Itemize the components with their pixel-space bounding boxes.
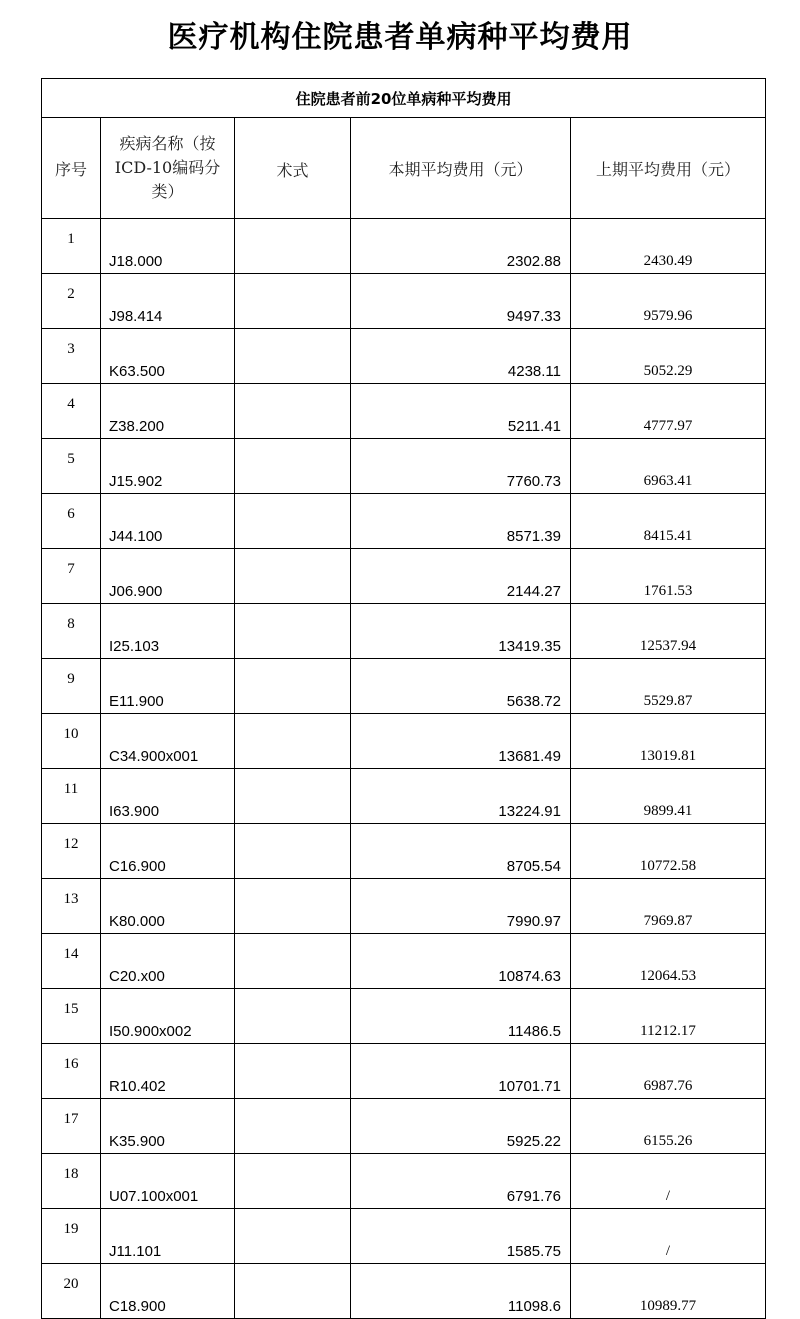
- current-avg-cell: 7990.97: [351, 879, 571, 934]
- header-seq: 序号: [42, 118, 101, 219]
- current-avg-cell: 13419.35: [351, 604, 571, 659]
- current-avg-cell: 11486.5: [351, 989, 571, 1044]
- disease-code-cell: J11.101: [101, 1209, 235, 1264]
- procedure-cell: [235, 989, 351, 1044]
- current-avg-cell: 13681.49: [351, 714, 571, 769]
- procedure-cell: [235, 1154, 351, 1209]
- disease-code-cell: R10.402: [101, 1044, 235, 1099]
- seq-cell: 10: [42, 714, 101, 769]
- table-row: [42, 769, 766, 824]
- current-avg-cell: 13224.91: [351, 769, 571, 824]
- current-avg-cell: 5638.72: [351, 659, 571, 714]
- current-avg-cell: 4238.11: [351, 329, 571, 384]
- disease-code-cell: J18.000: [101, 219, 235, 274]
- disease-code-cell: E11.900: [101, 659, 235, 714]
- current-avg-cell: 10874.63: [351, 934, 571, 989]
- procedure-cell: [235, 439, 351, 494]
- previous-avg-cell: /: [571, 1154, 766, 1209]
- previous-avg-cell: 9899.41: [571, 769, 766, 824]
- current-avg-cell: 5925.22: [351, 1099, 571, 1154]
- procedure-cell: [235, 879, 351, 934]
- current-avg-cell: 5211.41: [351, 384, 571, 439]
- seq-cell: 3: [42, 329, 101, 384]
- table-caption: 住院患者前20位单病种平均费用: [42, 79, 766, 118]
- procedure-cell: [235, 1099, 351, 1154]
- seq-cell: 13: [42, 879, 101, 934]
- page-title: 医疗机构住院患者单病种平均费用: [167, 20, 633, 55]
- previous-avg-cell: 2430.49: [571, 219, 766, 274]
- procedure-cell: [235, 604, 351, 659]
- seq-cell: 17: [42, 1099, 101, 1154]
- disease-code-cell: J98.414: [101, 274, 235, 329]
- table-row: [42, 714, 766, 769]
- seq-cell: 16: [42, 1044, 101, 1099]
- table-row: [42, 329, 766, 384]
- disease-code-cell: J06.900: [101, 549, 235, 604]
- table-row: [42, 604, 766, 659]
- previous-avg-cell: 7969.87: [571, 879, 766, 934]
- procedure-cell: [235, 824, 351, 879]
- cost-table: [41, 78, 766, 1319]
- disease-code-cell: C20.x00: [101, 934, 235, 989]
- seq-cell: 9: [42, 659, 101, 714]
- seq-cell: 1: [42, 219, 101, 274]
- table-row: [42, 989, 766, 1044]
- seq-cell: 18: [42, 1154, 101, 1209]
- seq-cell: 4: [42, 384, 101, 439]
- procedure-cell: [235, 769, 351, 824]
- current-avg-cell: 10701.71: [351, 1044, 571, 1099]
- previous-avg-cell: 1761.53: [571, 549, 766, 604]
- table-row: [42, 1264, 766, 1319]
- previous-avg-cell: 12064.53: [571, 934, 766, 989]
- current-avg-cell: 7760.73: [351, 439, 571, 494]
- current-avg-cell: 2302.88: [351, 219, 571, 274]
- table-row: [42, 1044, 766, 1099]
- table-row: [42, 219, 766, 274]
- procedure-cell: [235, 1044, 351, 1099]
- seq-cell: 7: [42, 549, 101, 604]
- procedure-cell: [235, 274, 351, 329]
- disease-code-cell: C16.900: [101, 824, 235, 879]
- previous-avg-cell: 10772.58: [571, 824, 766, 879]
- current-avg-cell: 1585.75: [351, 1209, 571, 1264]
- table-row: [42, 934, 766, 989]
- current-avg-cell: 11098.6: [351, 1264, 571, 1319]
- table-row: [42, 494, 766, 549]
- seq-cell: 20: [42, 1264, 101, 1319]
- disease-code-cell: J44.100: [101, 494, 235, 549]
- disease-code-cell: Z38.200: [101, 384, 235, 439]
- table-row: [42, 1209, 766, 1264]
- disease-code-cell: J15.902: [101, 439, 235, 494]
- table-row: [42, 879, 766, 934]
- procedure-cell: [235, 549, 351, 604]
- disease-code-cell: I25.103: [101, 604, 235, 659]
- table-row: [42, 549, 766, 604]
- seq-cell: 8: [42, 604, 101, 659]
- seq-cell: 5: [42, 439, 101, 494]
- disease-code-cell: K35.900: [101, 1099, 235, 1154]
- disease-code-cell: K80.000: [101, 879, 235, 934]
- disease-code-cell: K63.500: [101, 329, 235, 384]
- seq-cell: 2: [42, 274, 101, 329]
- previous-avg-cell: 4777.97: [571, 384, 766, 439]
- procedure-cell: [235, 494, 351, 549]
- current-avg-cell: 9497.33: [351, 274, 571, 329]
- header-previous-avg: 上期平均费用（元）: [571, 118, 766, 219]
- previous-avg-cell: 10989.77: [571, 1264, 766, 1319]
- disease-code-cell: C34.900x001: [101, 714, 235, 769]
- previous-avg-cell: 5052.29: [571, 329, 766, 384]
- previous-avg-cell: 9579.96: [571, 274, 766, 329]
- header-disease-label: 疾病名称（按ICD-10编码分类）: [114, 134, 221, 201]
- header-current-avg: 本期平均费用（元）: [351, 118, 571, 219]
- previous-avg-cell: 11212.17: [571, 989, 766, 1044]
- previous-avg-cell: 6987.76: [571, 1044, 766, 1099]
- procedure-cell: [235, 329, 351, 384]
- previous-avg-cell: 8415.41: [571, 494, 766, 549]
- current-avg-cell: 8705.54: [351, 824, 571, 879]
- seq-cell: 19: [42, 1209, 101, 1264]
- current-avg-cell: 2144.27: [351, 549, 571, 604]
- seq-cell: 15: [42, 989, 101, 1044]
- procedure-cell: [235, 659, 351, 714]
- previous-avg-cell: 13019.81: [571, 714, 766, 769]
- procedure-cell: [235, 1264, 351, 1319]
- disease-code-cell: I50.900x002: [101, 989, 235, 1044]
- procedure-cell: [235, 384, 351, 439]
- seq-cell: 11: [42, 769, 101, 824]
- previous-avg-cell: 5529.87: [571, 659, 766, 714]
- procedure-cell: [235, 1209, 351, 1264]
- previous-avg-cell: /: [571, 1209, 766, 1264]
- table-row: [42, 659, 766, 714]
- disease-code-cell: I63.900: [101, 769, 235, 824]
- table-row: [42, 439, 766, 494]
- header-disease: [101, 118, 235, 219]
- seq-cell: 14: [42, 934, 101, 989]
- procedure-cell: [235, 714, 351, 769]
- table-row: [42, 1099, 766, 1154]
- disease-code-cell: C18.900: [101, 1264, 235, 1319]
- table-row: [42, 384, 766, 439]
- current-avg-cell: 6791.76: [351, 1154, 571, 1209]
- table-row: [42, 1154, 766, 1209]
- table-row: [42, 824, 766, 879]
- seq-cell: 6: [42, 494, 101, 549]
- previous-avg-cell: 12537.94: [571, 604, 766, 659]
- disease-code-cell: U07.100x001: [101, 1154, 235, 1209]
- header-procedure: 术式: [235, 118, 351, 219]
- procedure-cell: [235, 219, 351, 274]
- header-row: [42, 118, 766, 219]
- previous-avg-cell: 6155.26: [571, 1099, 766, 1154]
- seq-cell: 12: [42, 824, 101, 879]
- table-row: [42, 274, 766, 329]
- previous-avg-cell: 6963.41: [571, 439, 766, 494]
- current-avg-cell: 8571.39: [351, 494, 571, 549]
- procedure-cell: [235, 934, 351, 989]
